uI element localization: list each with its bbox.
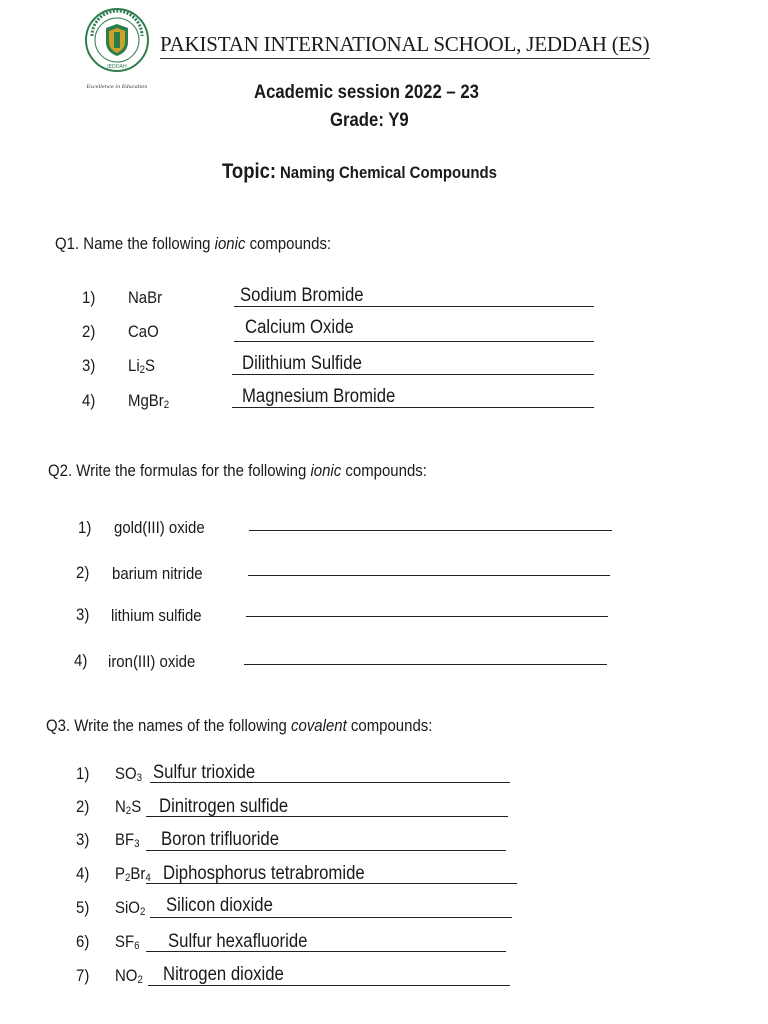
answer-line: [146, 850, 506, 851]
academic-session: Academic session 2022 – 23: [254, 82, 479, 103]
answer-line: [232, 407, 594, 408]
svg-text:Excellence in Education: Excellence in Education: [86, 84, 148, 90]
q2-prompt: Q2. Write the formulas for the following ionic compounds:: [48, 461, 427, 480]
answer: Nitrogen dioxide: [163, 964, 284, 985]
answer: Sulfur trioxide: [153, 762, 256, 783]
formula: MgBr$_2$: [128, 391, 170, 411]
formula: CaO: [128, 322, 159, 341]
answer-line: [234, 341, 594, 342]
formula: SiO$_2$: [115, 898, 146, 918]
answer-line: [148, 985, 510, 986]
compound-name: iron(III) oxide: [108, 652, 196, 671]
answer-line: [150, 782, 510, 783]
answer: Dilithium Sulfide: [242, 353, 362, 374]
answer-line: [234, 306, 594, 307]
answer-line: [146, 951, 506, 952]
formula: $BF_3$: [115, 830, 140, 850]
answer-line[interactable]: [246, 616, 608, 617]
school-name: PAKISTAN INTERNATIONAL SCHOOL, JEDDAH (ES): [160, 32, 650, 56]
answer-line[interactable]: [248, 575, 610, 576]
compound-name: lithium sulfide: [111, 606, 202, 625]
formula: $SF_6$: [115, 932, 140, 952]
answer-line[interactable]: [249, 530, 612, 531]
answer: Dinitrogen sulfide: [159, 796, 289, 817]
answer: Silicon dioxide: [166, 895, 273, 916]
topic-line: [222, 160, 497, 184]
formula: $Li_2S$: [128, 356, 156, 376]
answer: Sodium Bromide: [240, 285, 364, 306]
q3-prompt: Q3. Write the names of the following covalent compounds:: [46, 716, 433, 735]
formula: NaBr: [128, 288, 163, 307]
header-divider: [160, 58, 650, 59]
school-logo: [84, 6, 150, 90]
formula: $N_2S$: [115, 797, 142, 817]
q1-prompt: Q1. Name the following ionic compounds:: [55, 234, 332, 253]
compound-name: gold(III) oxide: [114, 518, 205, 537]
topic-label: Topic:: [222, 160, 277, 183]
answer-line: [150, 917, 512, 918]
answer-line: [146, 816, 508, 817]
svg-text:JEDDAH: JEDDAH: [107, 64, 127, 70]
answer: Boron trifluoride: [161, 829, 280, 850]
answer: Calcium Oxide: [245, 317, 354, 338]
compound-name: barium nitride: [112, 564, 203, 583]
formula: $SO_3$: [115, 764, 143, 784]
formula: $NO_2$: [115, 966, 143, 986]
answer: Magnesium Bromide: [242, 386, 396, 407]
answer-line: [146, 883, 517, 884]
answer: Diphosphorus tetrabromide: [163, 863, 365, 884]
answer-line: [232, 374, 594, 375]
answer-line[interactable]: [244, 664, 607, 665]
topic-title: Naming Chemical Compounds: [279, 163, 497, 182]
grade: Grade: Y9: [330, 110, 409, 131]
formula: $P_2Br_4$: [115, 864, 151, 884]
answer: Sulfur hexafluoride: [168, 931, 308, 952]
